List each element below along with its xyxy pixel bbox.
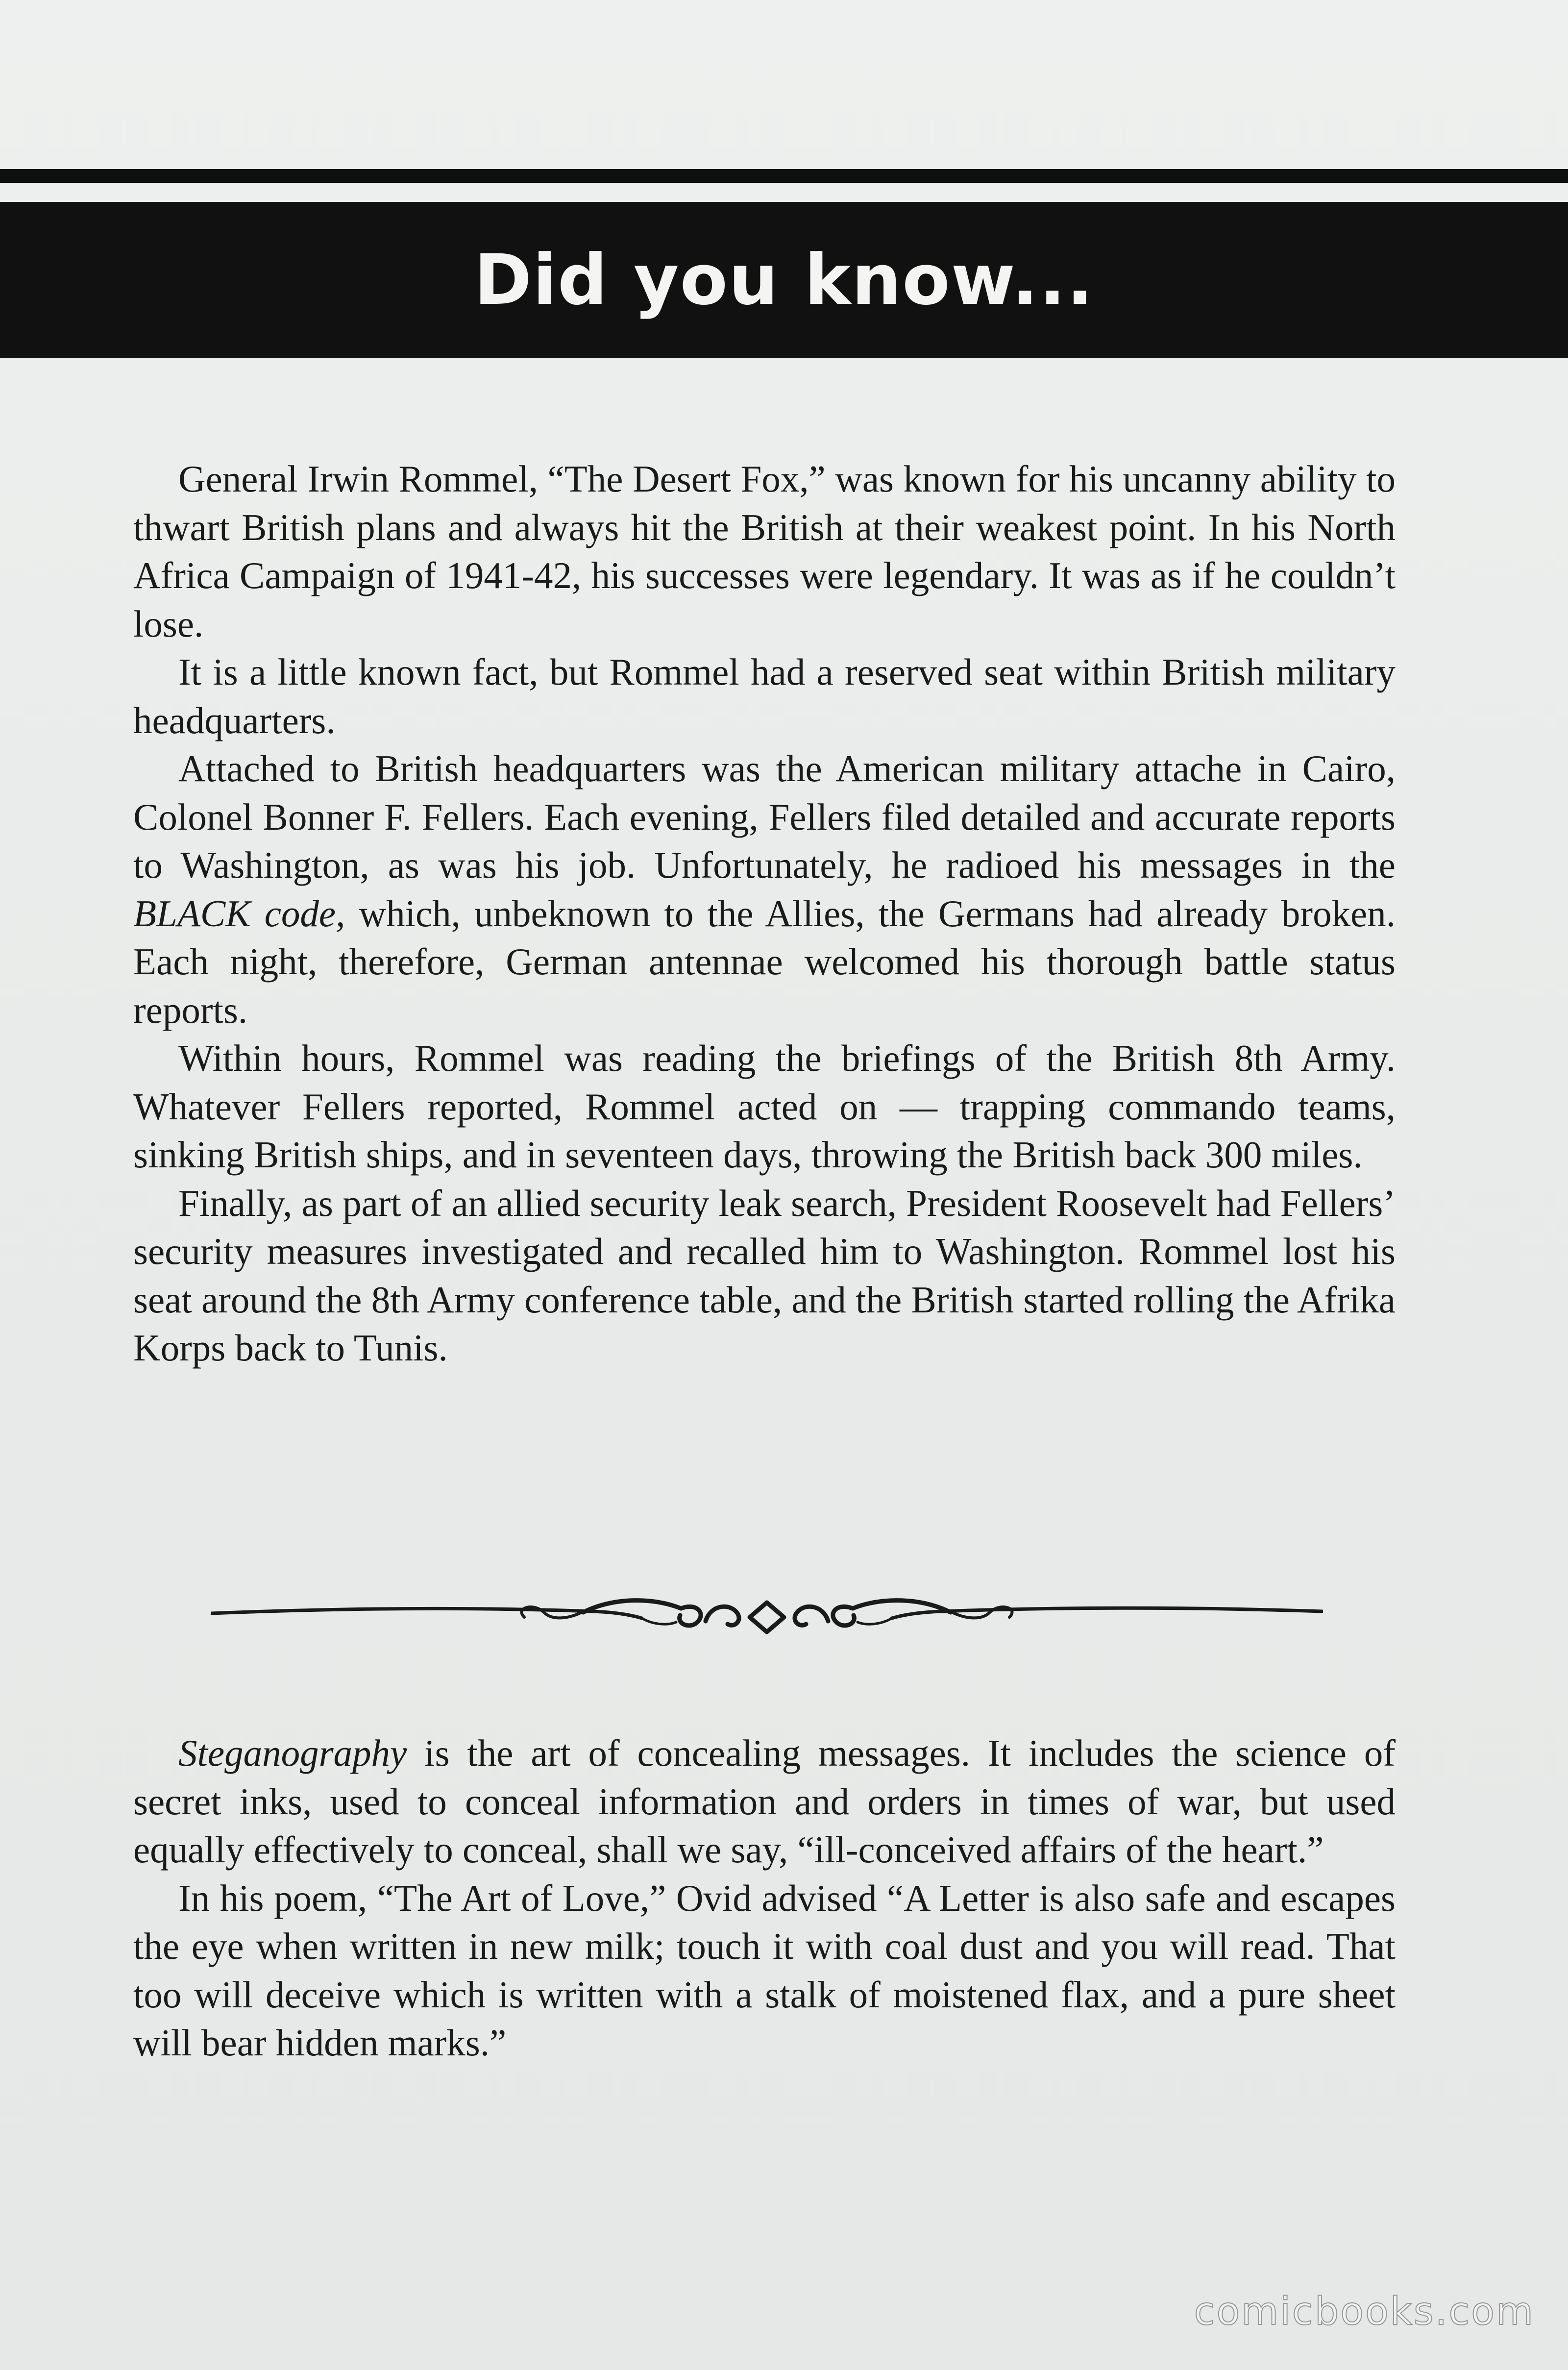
flourish-divider-icon — [211, 1583, 1323, 1642]
banner-title: Did you know... — [474, 239, 1094, 321]
paragraph — [133, 744, 1396, 1034]
article-rommel — [133, 455, 1396, 1372]
paragraph — [133, 1729, 1396, 1874]
steganography-term: Steganography — [178, 1732, 407, 1774]
top-rule — [0, 169, 1568, 183]
paragraph-text: is the art of concealing messages. It includes the science of secret inks, used to conceal information and orders in times of war, but used equally effectively to conceal, shall we say, “ill-conceived affairs of the heart.” — [133, 1732, 1396, 1871]
paragraph: It is a little known fact, but Rommel had a reserved seat within British military headquarters. — [133, 651, 1396, 741]
paragraph-text: Attached to British headquarters was the American military attache in Cairo, Colonel Bonner F. Fellers. Each evening, Fellers filed detailed and accurate reports to Washington, as was his job. Unfortunately, he radioed his messages in the — [133, 747, 1396, 886]
paragraph: General Irwin Rommel, “The Desert Fox,” was known for his uncanny ability to thwart British plans and always hit the British at their weakest point. In his North Africa Campaign of 1941-42, his successes were legendary. It was as if he couldn’t lose. — [133, 458, 1396, 645]
watermark: comicbooks.com — [1194, 2290, 1535, 2334]
paragraph: In his poem, “The Art of Love,” Ovid advised “A Letter is also safe and escapes the eye when written in new milk; touch it with coal dust and you will read. That too will deceive which is written with a stalk of moistened flax, and a pure sheet will bear hidden marks.” — [133, 1876, 1396, 2064]
paragraph: Finally, as part of an allied security leak search, President Roosevelt had Fellers’ security measures investigated and recalled him to Washington. Rommel lost his seat around the 8th Army conference table, and the British started rolling the Afrika Korps back to Tunis. — [133, 1182, 1396, 1369]
article-steganography — [133, 1729, 1396, 2067]
title-banner — [0, 202, 1568, 358]
paragraph-text: which, unbeknown to the Allies, the Germans had already broken. Each night, therefore, German antennae welcomed his thorough battle status reports. — [133, 892, 1396, 1031]
paragraph: Within hours, Rommel was reading the briefings of the British 8th Army. Whatever Fellers reported, Rommel acted on — trapping commando teams, sinking British ships, and in seventeen days, throwing the British back 300 miles. — [133, 1037, 1396, 1176]
black-code-italic: BLACK code, — [133, 892, 345, 935]
